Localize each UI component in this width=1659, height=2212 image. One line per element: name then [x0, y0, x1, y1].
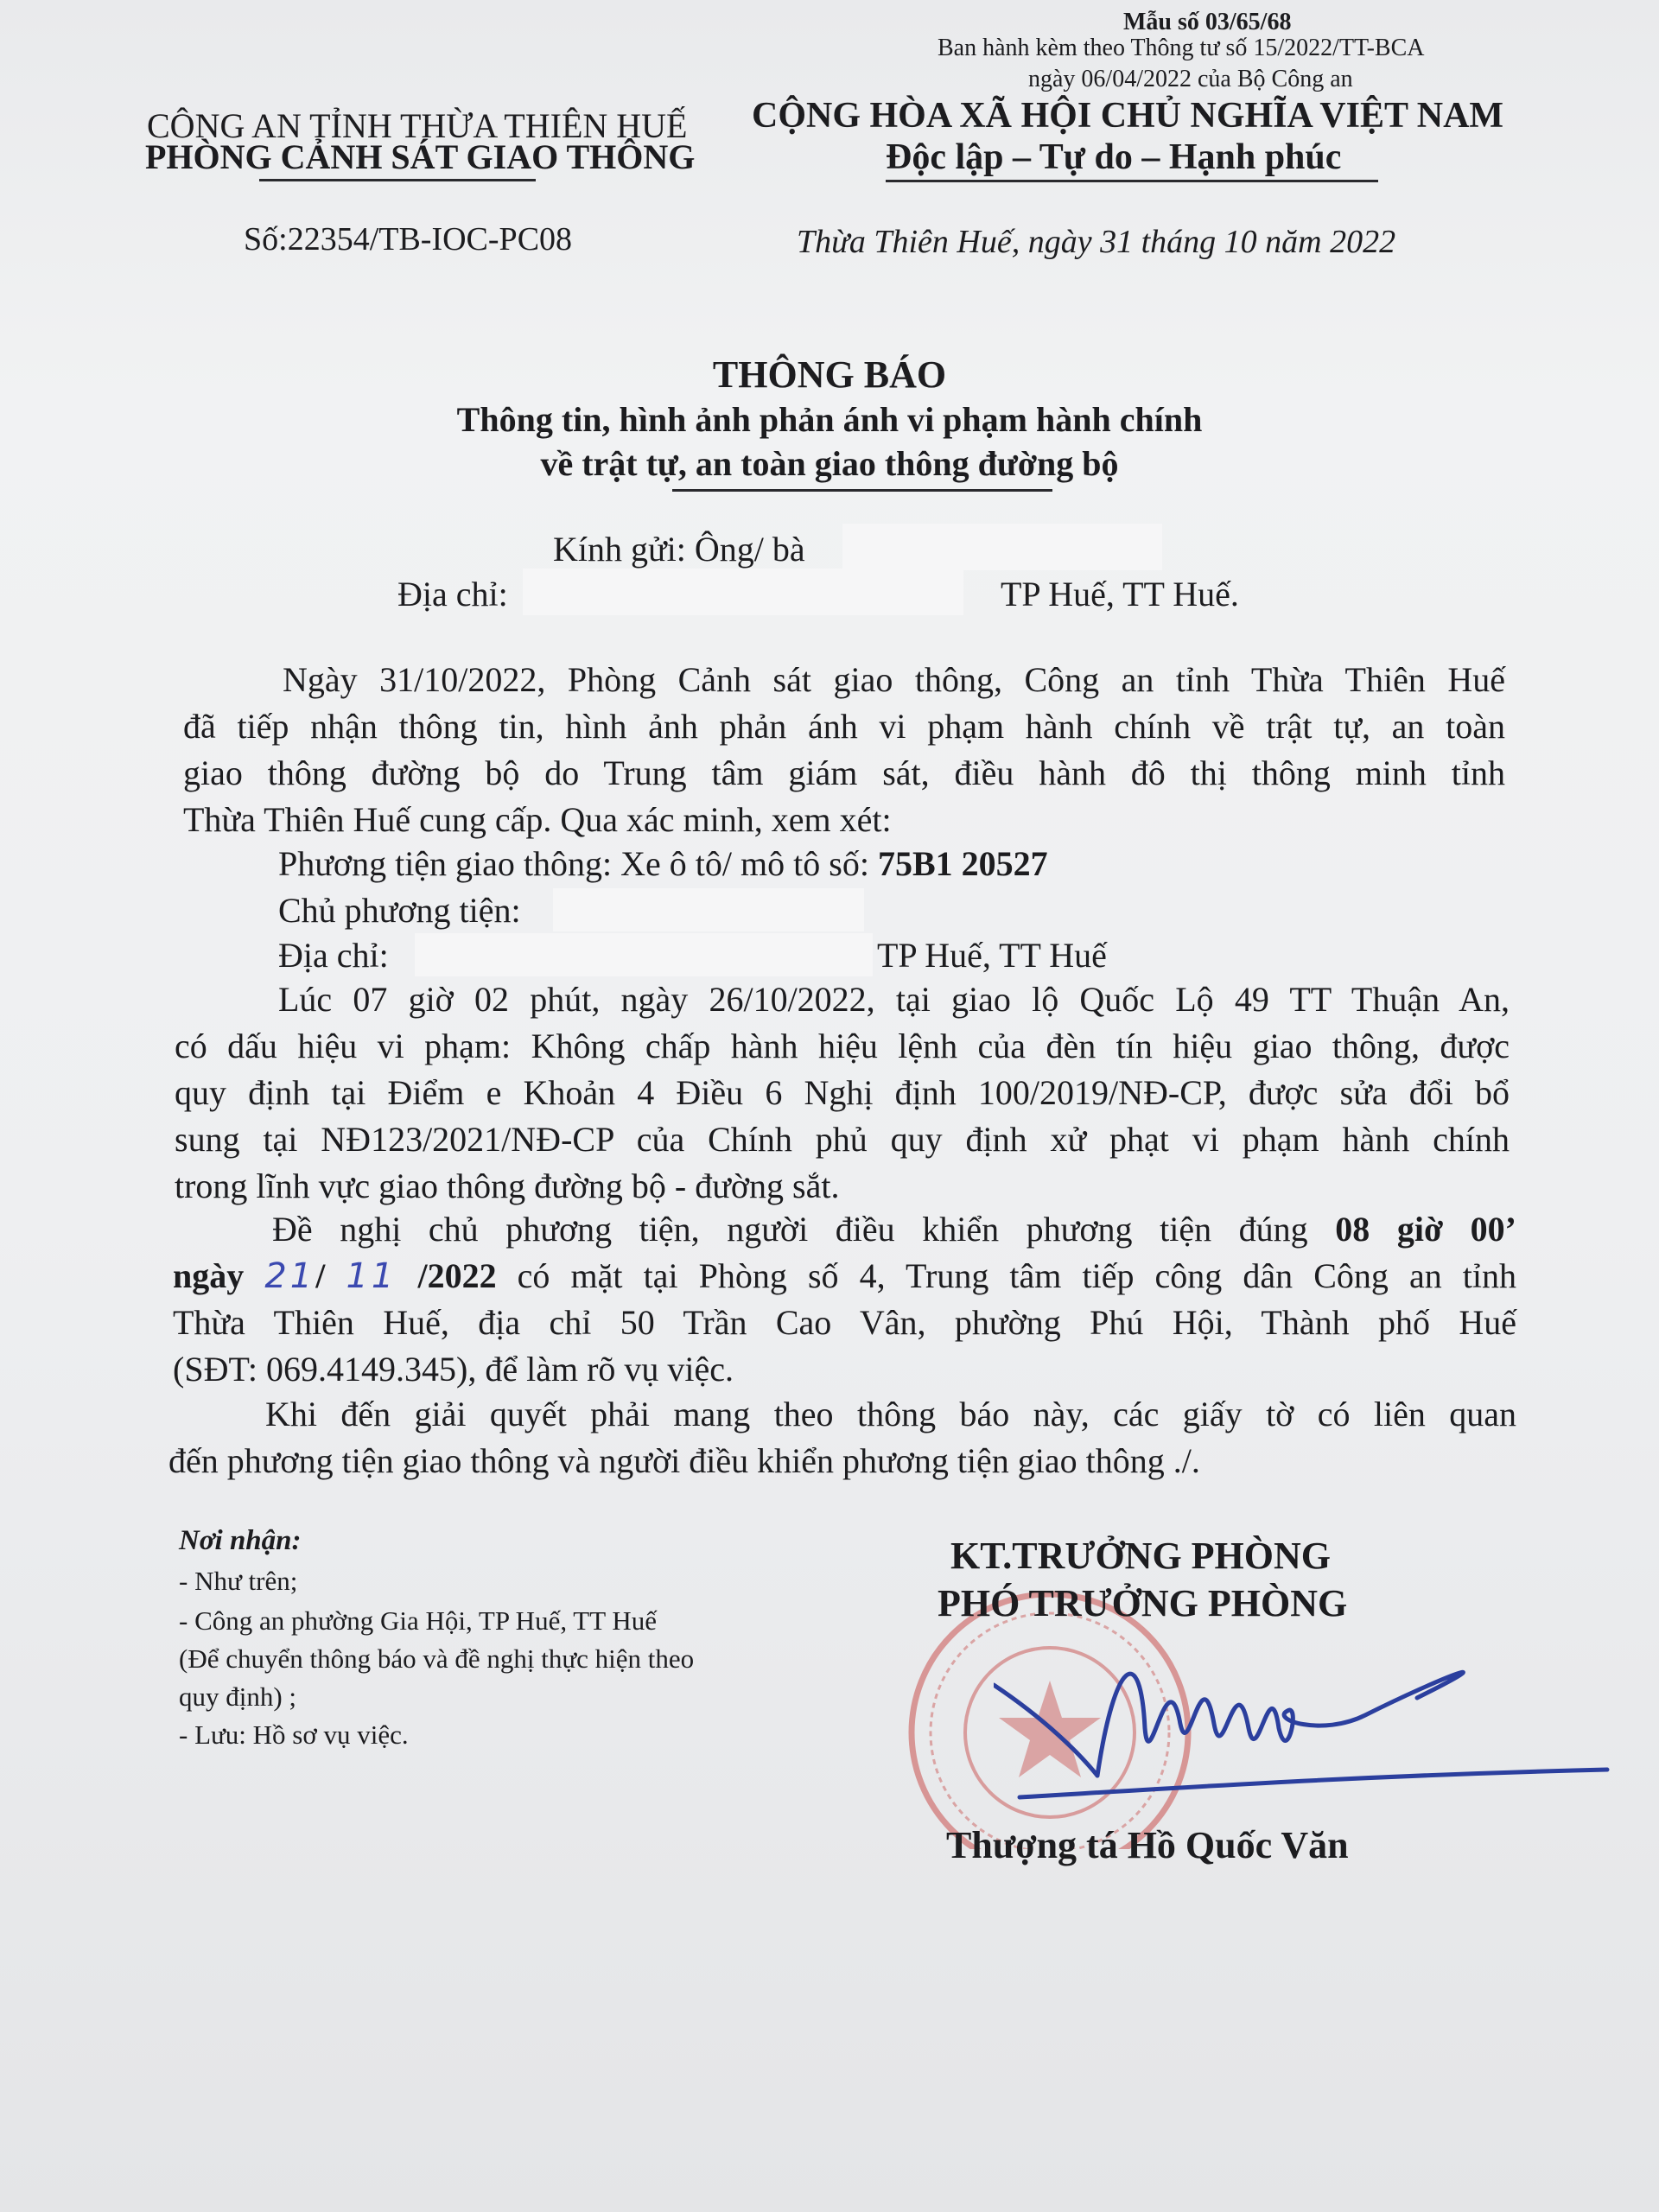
republic-name: CỘNG HÒA XÃ HỘI CHỦ NGHĨA VIỆT NAM	[752, 96, 1504, 136]
addressee-address-label: Địa chỉ:	[397, 575, 508, 613]
paragraph-line	[173, 1206, 1516, 1253]
recipient-line: - Lưu: Hồ sơ vụ việc.	[179, 1719, 409, 1750]
form-number: Mẫu số 03/65/68	[1123, 9, 1292, 35]
national-motto: Độc lập – Tự do – Hạnh phúc	[886, 137, 1342, 177]
recipient-line: - Như trên;	[179, 1566, 298, 1596]
form-reference-line-2: ngày 06/04/2022 của Bộ Công an	[1028, 66, 1353, 92]
paragraph-line: Lúc 07 giờ 02 phút, ngày 26/10/2022, tại giao lộ Quốc Lộ 49 TT Thuận An,	[278, 980, 1510, 1019]
paragraph-line: ngày 21/ 11 /2022 có mặt tại Phòng số 4, Trung tâm tiếp công dân Công an tỉnh	[173, 1256, 1517, 1296]
date-line: Thừa Thiên Huế, ngày 31 tháng 10 năm 2022	[797, 224, 1396, 260]
addressee-address-suffix: TP Huế, TT Huế.	[1001, 575, 1239, 613]
handwritten-month: 11	[346, 1256, 397, 1296]
form-reference-line-1: Ban hành kèm theo Thông tư số 15/2022/TT-BCA	[938, 35, 1425, 61]
redacted-address	[523, 569, 963, 615]
subtitle-underline	[672, 489, 1052, 492]
signer-title-1: KT.TRƯỞNG PHÒNG	[950, 1535, 1331, 1577]
paragraph-line: Thừa Thiên Huế cung cấp. Qua xác minh, xem xét:	[183, 800, 892, 839]
signer-name: Thượng tá Hồ Quốc Văn	[946, 1824, 1349, 1866]
appointment-place: có mặt tại Phòng số 4, Trung tâm tiếp công dân Công an tỉnh	[517, 1256, 1517, 1295]
appointment-year: /2022	[417, 1256, 497, 1295]
paragraph-instruction	[168, 1391, 1516, 1484]
paragraph-line: có dấu hiệu vi phạm: Không chấp hành hiệu lệnh của đèn tín hiệu giao thông, được	[175, 1027, 1510, 1065]
recipient-line: - Công an phường Gia Hội, TP Huế, TT Huế	[179, 1605, 657, 1636]
paragraph-line: trong lĩnh vực giao thông đường bộ - đường sắt.	[175, 1166, 840, 1205]
paragraph-violation	[175, 976, 1510, 1210]
appointment-ngay: ngày	[173, 1256, 245, 1295]
request-text: Đề nghị chủ phương tiện, người điều khiển phương tiện đúng	[272, 1210, 1308, 1249]
owner-address-suffix: TP Huế, TT Huế	[877, 936, 1107, 975]
paragraph-line: đã tiếp nhận thông tin, hình ảnh phản ánh vi phạm hành chính về trật tự, an toàn	[183, 707, 1505, 746]
addressee-greeting: Kính gửi: Ông/ bà	[553, 530, 805, 569]
agency-name: CÔNG AN TỈNH THỪA THIÊN HUẾ	[147, 106, 688, 145]
paragraph-request	[173, 1206, 1516, 1393]
paragraph-line: Thừa Thiên Huế, địa chỉ 50 Trần Cao Vân, phường Phú Hội, Thành phố Huế	[173, 1303, 1516, 1342]
document-number: Số:22354/TB-IOC-PC08	[244, 221, 573, 257]
recipients-title: Nơi nhận:	[179, 1525, 302, 1556]
handwritten-day: 21	[264, 1256, 316, 1296]
document-subtitle-1: Thông tin, hình ảnh phản ánh vi phạm hành chính	[456, 400, 1203, 439]
paragraph-received	[183, 657, 1505, 843]
paragraph-line: giao thông đường bộ do Trung tâm giám sát, điều hành đô thị thông minh tỉnh	[183, 753, 1505, 792]
redacted-owner-address	[415, 933, 873, 976]
document-subtitle-2: về trật tự, an toàn giao thông đường bộ	[540, 444, 1119, 483]
owner-address-label: Địa chỉ:	[278, 936, 389, 975]
redacted-owner	[553, 888, 864, 931]
vehicle-info	[278, 843, 1048, 884]
agency-underline	[259, 179, 536, 181]
paragraph-line: (SĐT: 069.4149.345), để làm rõ vụ việc.	[173, 1350, 734, 1389]
recipient-line: quy định) ;	[179, 1681, 297, 1712]
vehicle-label: Phương tiện giao thông: Xe ô tô/ mô tô số:	[278, 844, 869, 883]
recipient-line: (Để chuyển thông báo và đề nghị thực hiện theo	[179, 1643, 695, 1674]
paragraph-line: quy định tại Điểm e Khoản 4 Điều 6 Nghị định 100/2019/NĐ-CP, được sửa đổi bổ	[175, 1073, 1510, 1112]
handwritten-signature-icon	[994, 1624, 1633, 1823]
paragraph-line: sung tại NĐ123/2021/NĐ-CP của Chính phủ quy định xử phạt vi phạm hành chính	[175, 1120, 1510, 1159]
vehicle-plate: 75B1 20527	[877, 844, 1048, 883]
owner-label: Chủ phương tiện:	[278, 891, 521, 930]
paragraph-line: đến phương tiện giao thông và người điều khiển phương tiện giao thông ./.	[168, 1441, 1200, 1480]
signer-title-2: PHÓ TRƯỞNG PHÒNG	[938, 1582, 1348, 1624]
paragraph-line: Ngày 31/10/2022, Phòng Cảnh sát giao thông, Công an tỉnh Thừa Thiên Huế	[283, 660, 1505, 699]
paragraph-line: Khi đến giải quyết phải mang theo thông báo này, các giấy tờ có liên quan	[265, 1395, 1516, 1433]
appointment-time: 08 giờ 00’	[1335, 1210, 1517, 1249]
document-title: THÔNG BÁO	[712, 353, 947, 396]
department-name: PHÒNG CẢNH SÁT GIAO THÔNG	[145, 137, 696, 176]
redacted-name	[842, 524, 1162, 570]
motto-underline	[886, 180, 1378, 182]
